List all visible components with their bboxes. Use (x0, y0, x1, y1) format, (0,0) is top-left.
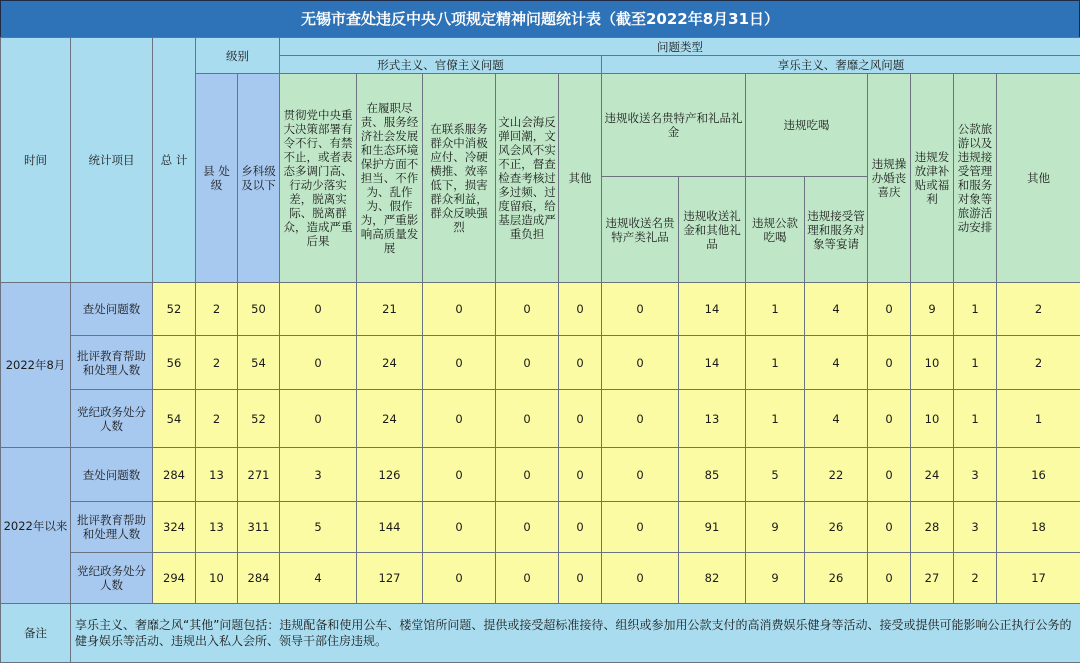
value-cell: 4 (805, 283, 868, 336)
value-cell: 52 (153, 283, 196, 336)
header-county: 县 处级 (196, 74, 238, 283)
value-cell: 2 (196, 283, 238, 336)
value-cell: 5 (746, 448, 805, 502)
value-cell: 0 (868, 336, 911, 390)
value-cell: 27 (911, 553, 954, 604)
table-row (1, 448, 1080, 502)
value-cell: 2 (997, 336, 1080, 390)
value-cell: 82 (679, 553, 746, 604)
value-cell: 14 (679, 283, 746, 336)
value-cell: 85 (679, 448, 746, 502)
value-cell: 0 (602, 390, 679, 448)
header-dine: 违规吃喝 (746, 74, 868, 177)
period-cell: 2022年8月 (1, 283, 71, 448)
value-cell: 1 (746, 390, 805, 448)
value-cell: 1 (997, 390, 1080, 448)
row-label: 党纪政务处分人数 (71, 553, 153, 604)
header-formalism-1: 贯彻党中央重大决策部署有令不行、有禁不止，或者表态多调门高、行动少落实差，脱离实际、脱离群众，造成严重后果 (280, 74, 357, 283)
row-label: 批评教育帮助和处理人数 (71, 502, 153, 553)
value-cell: 24 (911, 448, 954, 502)
value-cell: 2 (196, 336, 238, 390)
value-cell: 311 (238, 502, 280, 553)
value-cell: 3 (954, 448, 997, 502)
header-item: 统计项目 (71, 38, 153, 283)
value-cell: 4 (805, 336, 868, 390)
header-subsidy: 违规发放津补贴或福利 (911, 74, 954, 283)
header-level: 级别 (196, 38, 280, 74)
value-cell: 28 (911, 502, 954, 553)
header-total: 总 计 (153, 38, 196, 283)
value-cell: 24 (357, 336, 423, 390)
period-cell: 2022年以来 (1, 448, 71, 604)
value-cell: 324 (153, 502, 196, 553)
value-cell: 91 (679, 502, 746, 553)
value-cell: 9 (746, 502, 805, 553)
value-cell: 0 (496, 283, 559, 336)
remark-text: 享乐主义、奢靡之风“其他”问题包括：违规配备和使用公车、楼堂馆所问题、提供或接受超标准接待、组织或参加用公款支付的高消费娱乐健身等活动、接受或提供可能影响公正执行公务的健身娱乐等活动、违规出入私人会所、领导干部住房违规。 (71, 604, 1080, 663)
value-cell: 0 (559, 553, 602, 604)
value-cell: 0 (868, 553, 911, 604)
header-gift-2: 违规收送礼金和其他礼品 (679, 177, 746, 283)
header-travel: 公款旅游以及违规接受管理和服务对象等旅游活动安排 (954, 74, 997, 283)
table-row (1, 502, 1080, 553)
value-cell: 0 (868, 283, 911, 336)
value-cell: 52 (238, 390, 280, 448)
header-formalism-other: 其他 (559, 74, 602, 283)
value-cell: 0 (868, 502, 911, 553)
value-cell: 21 (357, 283, 423, 336)
value-cell: 0 (559, 448, 602, 502)
table-row (1, 283, 1080, 336)
row-label: 党纪政务处分人数 (71, 390, 153, 448)
header-formalism-4: 文山会海反弹回潮，文风会风不实不正，督查检查考核过多过频、过度留痕，给基层造成严重负担 (496, 74, 559, 283)
value-cell: 14 (679, 336, 746, 390)
value-cell: 144 (357, 502, 423, 553)
row-label: 查处问题数 (71, 448, 153, 502)
value-cell: 0 (496, 336, 559, 390)
value-cell: 0 (868, 448, 911, 502)
value-cell: 0 (280, 283, 357, 336)
value-cell: 2 (954, 553, 997, 604)
header-formalism-2: 在履职尽责、服务经济社会发展和生态环境保护方面不担当、不作为、乱作为、假作为，严重影响高质量发展 (357, 74, 423, 283)
header-gift-1: 违规收送名贵特产类礼品 (602, 177, 679, 283)
value-cell: 26 (805, 502, 868, 553)
table-row (1, 553, 1080, 604)
value-cell: 5 (280, 502, 357, 553)
value-cell: 0 (496, 502, 559, 553)
value-cell: 0 (423, 390, 496, 448)
value-cell: 4 (280, 553, 357, 604)
value-cell: 0 (280, 390, 357, 448)
value-cell: 0 (559, 390, 602, 448)
header-hedonism-other: 其他 (997, 74, 1080, 283)
value-cell: 13 (196, 448, 238, 502)
value-cell: 2 (196, 390, 238, 448)
row-label: 查处问题数 (71, 283, 153, 336)
value-cell: 10 (911, 390, 954, 448)
header-wedding: 违规操办婚丧喜庆 (868, 74, 911, 283)
value-cell: 22 (805, 448, 868, 502)
header-formalism-3: 在联系服务群众中消极应付、冷硬横推、效率低下，损害群众利益，群众反映强烈 (423, 74, 496, 283)
value-cell: 2 (997, 283, 1080, 336)
value-cell: 284 (153, 448, 196, 502)
value-cell: 3 (280, 448, 357, 502)
value-cell: 16 (997, 448, 1080, 502)
value-cell: 126 (357, 448, 423, 502)
value-cell: 0 (423, 448, 496, 502)
value-cell: 0 (559, 502, 602, 553)
value-cell: 1 (954, 283, 997, 336)
value-cell: 3 (954, 502, 997, 553)
value-cell: 24 (357, 390, 423, 448)
header-dine-1: 违规公款吃喝 (746, 177, 805, 283)
value-cell: 9 (746, 553, 805, 604)
header-gift: 违规收送名贵特产和礼品礼金 (602, 74, 746, 177)
value-cell: 1 (954, 390, 997, 448)
value-cell: 0 (496, 390, 559, 448)
header-time: 时间 (1, 38, 71, 283)
value-cell: 0 (496, 448, 559, 502)
remark-label: 备注 (1, 604, 71, 663)
value-cell: 56 (153, 336, 196, 390)
value-cell: 0 (868, 390, 911, 448)
value-cell: 13 (196, 502, 238, 553)
value-cell: 13 (679, 390, 746, 448)
table-row (1, 390, 1080, 448)
header-formalism: 形式主义、官僚主义问题 (280, 56, 602, 74)
value-cell: 10 (911, 336, 954, 390)
table-row (1, 336, 1080, 390)
value-cell: 0 (602, 283, 679, 336)
table-title: 无锡市查处违反中央八项规定精神问题统计表（截至2022年8月31日） (0, 0, 1080, 38)
value-cell: 0 (602, 502, 679, 553)
value-cell: 0 (602, 336, 679, 390)
value-cell: 0 (559, 336, 602, 390)
value-cell: 54 (153, 390, 196, 448)
value-cell: 17 (997, 553, 1080, 604)
value-cell: 271 (238, 448, 280, 502)
value-cell: 1 (954, 336, 997, 390)
value-cell: 26 (805, 553, 868, 604)
value-cell: 0 (423, 553, 496, 604)
value-cell: 1 (746, 336, 805, 390)
value-cell: 0 (423, 336, 496, 390)
value-cell: 0 (280, 336, 357, 390)
value-cell: 4 (805, 390, 868, 448)
header-hedonism: 享乐主义、奢靡之风问题 (602, 56, 1080, 74)
value-cell: 54 (238, 336, 280, 390)
value-cell: 0 (423, 502, 496, 553)
row-label: 批评教育帮助和处理人数 (71, 336, 153, 390)
value-cell: 1 (746, 283, 805, 336)
header-problem-type: 问题类型 (280, 38, 1080, 56)
value-cell: 18 (997, 502, 1080, 553)
header-dine-2: 违规接受管理和服务对象等宴请 (805, 177, 868, 283)
value-cell: 127 (357, 553, 423, 604)
value-cell: 294 (153, 553, 196, 604)
header-township: 乡科级及以下 (238, 74, 280, 283)
value-cell: 0 (602, 448, 679, 502)
value-cell: 0 (496, 553, 559, 604)
value-cell: 0 (602, 553, 679, 604)
data-body (1, 283, 1080, 604)
value-cell: 9 (911, 283, 954, 336)
value-cell: 0 (423, 283, 496, 336)
value-cell: 0 (559, 283, 602, 336)
value-cell: 50 (238, 283, 280, 336)
value-cell: 10 (196, 553, 238, 604)
statistics-table (0, 37, 1080, 663)
value-cell: 284 (238, 553, 280, 604)
